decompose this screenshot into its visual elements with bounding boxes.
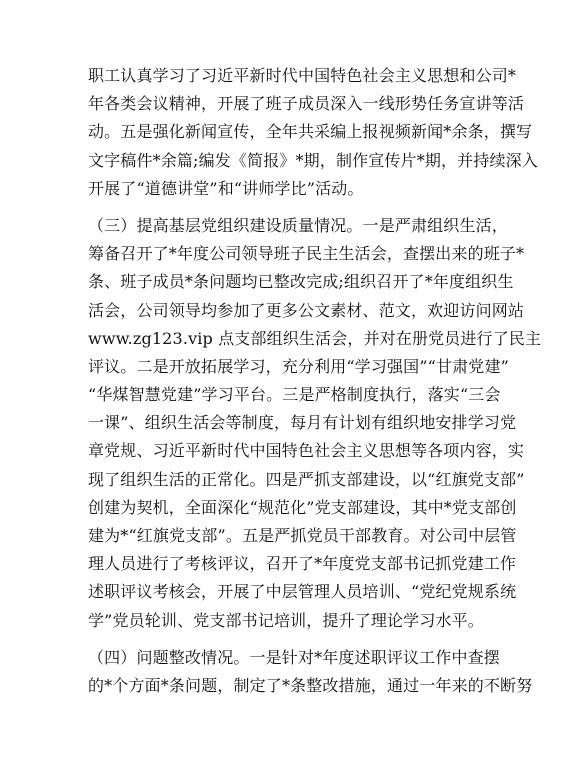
- paragraph-line: “华煤智慧党建”学习平台。三是严格制度执行，落实“三会: [88, 385, 501, 405]
- paragraph-line: 述职评议考核会，开展了中层管理人员培训、“党纪党规系统: [88, 582, 517, 602]
- paragraph-line: 理人员进行了考核评议，召开了*年度党支部书记抓党建工作: [88, 554, 517, 574]
- paragraph-2: [88, 212, 542, 635]
- paragraph-line: 创建为契机，全面深化“规范化”党支部建设，其中*党支部创: [88, 497, 517, 517]
- paragraph-line: 筹备召开了*年度公司领导班子民主生活会，查摆出来的班子*: [88, 244, 525, 264]
- paragraph-line: 评议。二是开放拓展学习，充分利用“学习强国”“甘肃党建”: [88, 356, 509, 376]
- paragraph-line: 动。五是强化新闻宣传，全年共采编上报视频新闻*余条，撰写: [88, 122, 533, 142]
- paragraph-line: 条、班子成员*条问题均已整改完成;组织召开了*年度组织生: [88, 272, 514, 292]
- paragraph-line: 建为*“红旗党支部”。五是严抓党员干部教育。对公司中层管: [88, 526, 517, 545]
- paragraph-line: 现了组织生活的正常化。四是严抓支部建设，以“红旗党支部”: [88, 469, 525, 489]
- paragraph-spacer: [88, 203, 508, 212]
- paragraph-line: 活会，公司领导均参加了更多公文素材、范文，欢迎访问网站: [88, 300, 525, 320]
- paragraph-spacer: [88, 635, 508, 644]
- paragraph-line: www.zg123.vip 点支部组织生活会，并对在册党员进行了民主: [88, 328, 542, 348]
- paragraph-line: 开展了“道德讲堂”和“讲师学比”活动。: [88, 178, 364, 198]
- paragraph-line: （四）问题整改情况。一是针对*年度述职评议工作中查摆: [88, 647, 500, 667]
- paragraph-1: [88, 62, 538, 203]
- document-body: [88, 62, 542, 700]
- paragraph-3: [88, 644, 533, 700]
- paragraph-line: 的*个方面*条问题，制定了*条整改措施，通过一年来的不断努: [88, 675, 533, 695]
- paragraph-line: 职工认真学习了习近平新时代中国特色社会主义思想和公司*: [88, 66, 517, 85]
- paragraph-line: （三）提高基层党组织建设质量情况。一是严肃组织生活，: [88, 215, 508, 235]
- paragraph-line: 年各类会议精神，开展了班子成员深入一线形势任务宣讲等活: [88, 94, 525, 114]
- paragraph-line: 章党规、习近平新时代中国特色社会主义思想等各项内容，实: [88, 441, 525, 461]
- paragraph-line: 学”党员轮训、党支部书记培训，提升了理论学习水平。: [88, 610, 484, 630]
- paragraph-line: 文字稿件*余篇;编发《简报》*期，制作宣传片*期，并持续深入: [88, 150, 538, 170]
- paragraph-line: 一课”、组织生活会等制度，每月有计划有组织地安排学习党: [88, 413, 517, 433]
